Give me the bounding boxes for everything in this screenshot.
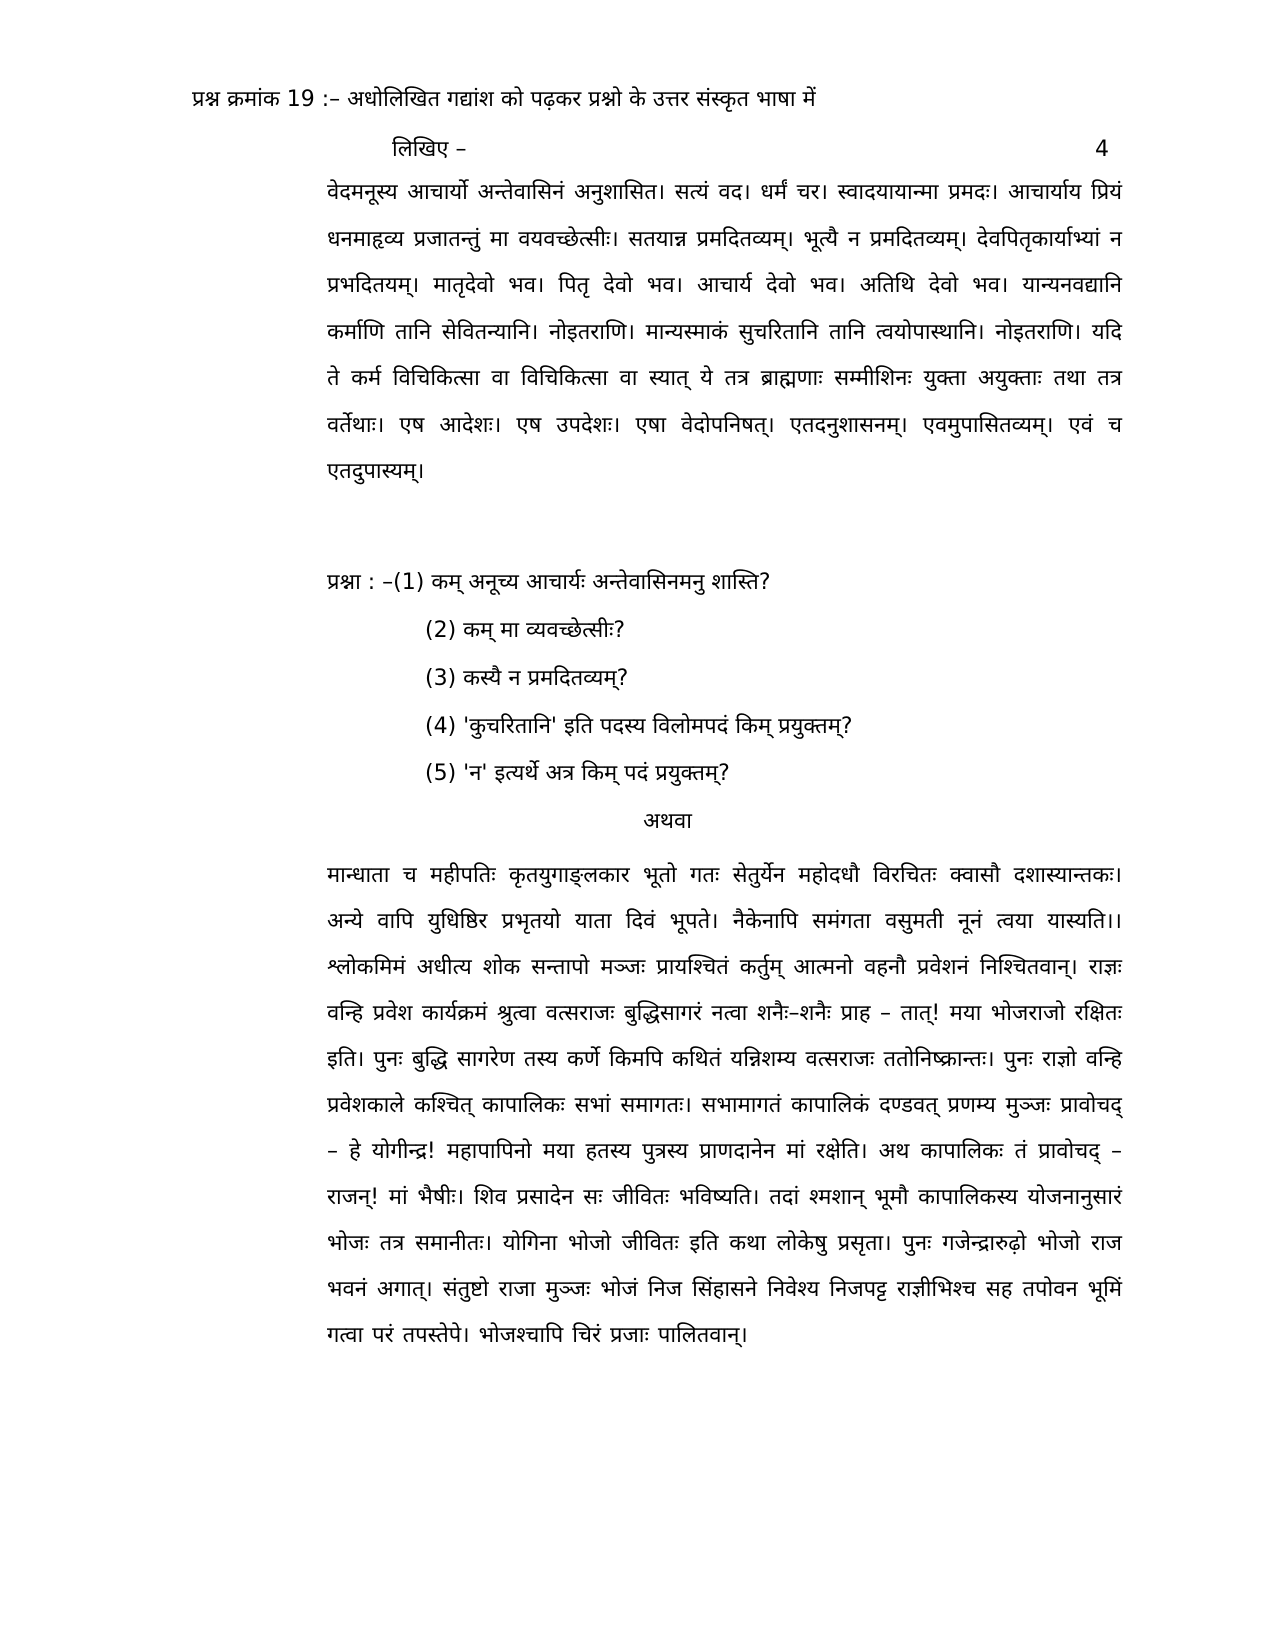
question-marks: 4 xyxy=(1095,137,1109,162)
passage-text-1: वेदमनूस्य आचार्यो अन्तेवासिनं अनुशासित। सत्यं वद। धर्मं चर। स्वादयायान्मा प्रमदः। आचार्याय प्रियं धनमाहृव्य प्रजातन्तुं मा वयवच्छेत्सीः। सतयान्न प्रमदितव्यम्। भूत्यै न प्रमदितव्यम्। देवपितृकार्याभ्यां न प्रभदितयम्। मातृदेवो भव। पितृ देवो भव। आचार्य देवो भव। अतिथि देवो भव। यान्यनवद्यानि कर्माणि तानि सेवितन्यानि। नोइतराणि। मान्यस्माकं सुचरितानि तानि त्वयोपास्थानि। नोइतराणि। यदि ते कर्म विचिकित्सा वा विचिकित्सा वा स्यात् ये तत्र ब्राह्मणाः सम्मीशिनः युक्ता अयुक्ताः तथा तत्र वर्तेथाः। एष आदेशः। एष उपदेशः। एषा वेदोपनिषत्। एतदनुशासनम्। एवमुपासितव्यम्। एवं च एतदुपास्यम्। xyxy=(327,180,1122,484)
question-item-3: (3) कस्यै न प्रमदितव्यम्? xyxy=(425,666,629,691)
question-instruction: लिखिए – xyxy=(392,137,467,162)
question-item-4: (4) 'कुचरितानि' इति पदस्य विलोमपदं किम् प्रयुक्तम्? xyxy=(425,714,853,739)
question-item-1: प्रश्ना : –(1) कम् अनूच्य आचार्यः अन्तेवासिनमनु शास्ति? xyxy=(327,570,771,595)
question-item-5: (5) 'न' इत्यर्थे अत्र किम् पदं प्रयुक्तम्? xyxy=(425,761,730,786)
question-item-2: (2) कम् मा व्यवच्छेत्सीः? xyxy=(425,618,626,643)
passage-text-2: मान्धाता च महीपतिः कृतयुगाङ्लकार भूतो गतः सेतुर्येन महोदधौ विरचितः क्वासौ दशास्यान्तकः। अन्ये वापि युधिष्ठिर प्रभृतयो याता दिवं भूपते। नैकेनापि समंगता वसुमती नूनं त्वया यास्यति।। श्लोकमिमं अधीत्य शोक सन्तापो मञ्जः प्रायश्चितं कर्तुम् आत्मनो वहनौ प्रवेशनं निश्चितवान्। राज्ञः वन्हि प्रवेश कार्यक्रमं श्रुत्वा वत्सराजः बुद्धिसागरं नत्वा शनैः–शनैः प्राह – तात्! मया भोजराजो रक्षितः इति। पुनः बुद्धि सागरेण तस्य कर्णे किमपि कथितं यन्निशम्य वत्सराजः ततोनिष्क्रान्तः। पुनः राज्ञो वन्हि प्रवेशकाले कश्चित् कापालिकः सभां समागतः। सभामागतं कापालिकं दण्डवत् प्रणम्य मुञ्जः प्रावोचद् – हे योगीन्द्र! महापापिनो मया हतस्य पुत्रस्य प्राणदानेन मां रक्षेति। अथ कापालिकः तं प्रावोचद् – राजन्! मां भैषीः। शिव प्रसादेन सः जीवितः भविष्यति। तदां श्मशान् भूमौ कापालिकस्य योजनानुसारं भोजः तत्र समानीतः। योगिना भोजो जीवितः इति कथा लोकेषु प्रसृता। पुनः गजेन्द्रारुढ़ो भोजो राज भवनं अगात्। संतुष्टो राजा मुञ्जः भोजं निज सिंहासने निवेश्य निजपट्ट राज्ञीभिश्च सह तपोवन भूमिं गत्वा परं तपस्तेपे। भोजश्चापि चिरं प्रजाः पालितवान्। xyxy=(327,863,1122,1348)
or-divider-label: अथवा xyxy=(643,809,692,834)
question-heading: प्रश्न क्रमांक 19 :– अधोलिखित गद्यांश को पढ़कर प्रश्नो के उत्तर संस्कृत भाषा में xyxy=(192,87,816,112)
